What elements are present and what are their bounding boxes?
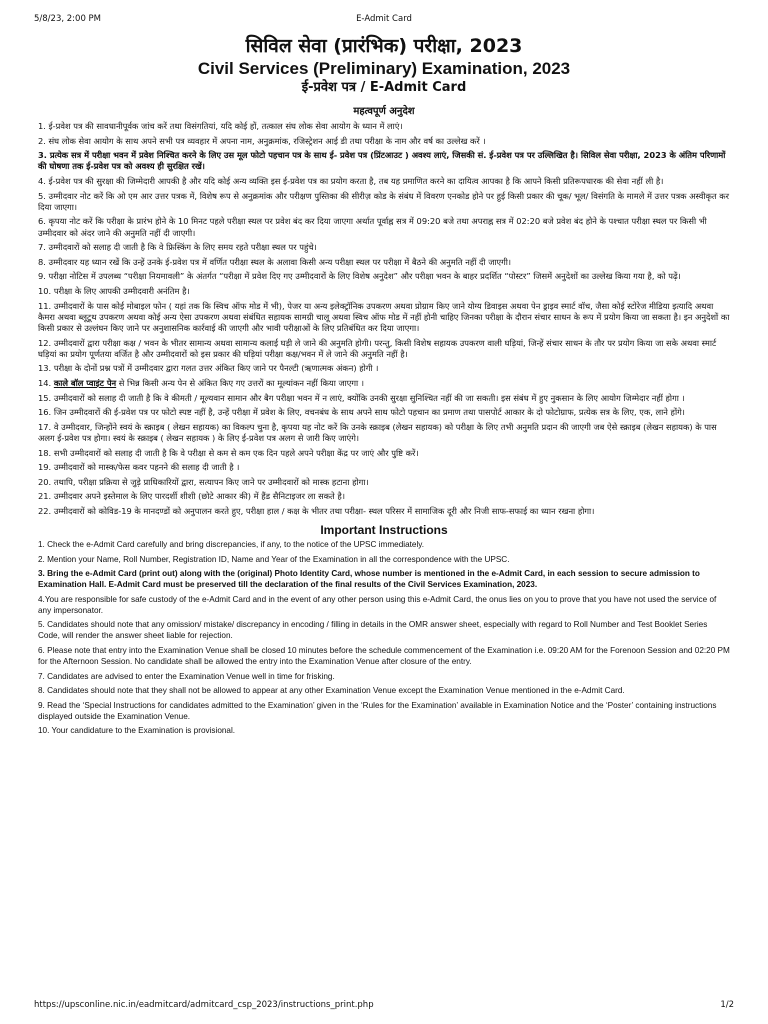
list-item: 10. परीक्षा के लिए आपकी उम्मीदवारी अनंतिम है। [38,285,190,296]
print-url: https://upsconline.nic.in/eadmitcard/admitcard_csp_2023/instructions_print.php [34,1000,374,1010]
english-instructions-heading: Important Instructions [320,523,448,538]
hindi-instructions-heading: महत्वपूर्ण अनुदेश [353,106,415,117]
item-14-underlined: काले बॉल प्वाइंट पेन [53,377,117,388]
list-item: 4.You are responsible for safe custody of the e-Admit Card and in the event of any other person using this e-Admit Card, the onus lies on you to prove that you have not used the service of any impersonator. [38,594,717,615]
list-item-14 [38,378,730,389]
list-item: 11. उम्मीदवारों के पास कोई मोबाइल फोन ( यहां तक कि स्विच ऑफ मोड में भी), पेजर या अन्य इलेक्ट्रॉनिक उपकरण अथवा प्रोग्राम किए जाने योग्य डिवाइस अथवा पेन ड्राइव स्मार्ट वॉच, जैसा कोई स्टोरेज मीडिया इत्यादि अथवा कैमरा अथवा ब्लूटूथ उपकरण अथवा कोई अन्य ऐसा उपकरण अथवा संबंधित सहायक सामग्री चालू अथवा स्विच ऑफ मोड में नहीं होनी चाहिए जिनका परीक्षा के दौरान संचार साधन के रूप में प्रयोग किया जा सकता है। इन अनुदेशों का किसी प्रकार से उल्लंघन किए जाने पर अनुशासनिक कार्रवाई की जाएगी और भावी परीक्षाओं के लिए प्रतिबंधित कर दिया जाएगा। [38,300,730,333]
list-item: 8. Candidates should note that they shall not be allowed to appear at any other Examination Venue except the Examination Venue mentioned in the e-Admit Card. [38,686,625,696]
list-item: 9. परीक्षा नोटिस में उपलब्ध “परीक्षा नियमावली” के अंतर्गत “परीक्षा में प्रवेश दिए गए उम्मीदवारों के लिए विशेष अनुदेश” और परीक्षा भवन के बाहर प्रदर्शित “पोस्टर” जिसमें अनुदेशों का उल्लेख किया गया है, को पढ़ें। [38,271,681,282]
admit-card-title: ई-प्रवेश पत्र / E-Admit Card [301,80,467,95]
print-doc-title: E-Admit Card [356,14,412,24]
list-item: 1. ई-प्रवेश पत्र की सावधानीपूर्वक जांच करें तथा विसंगतियां, यदि कोई हों, तत्काल संघ लोक सेवा आयोग के ध्यान में लाएं। [38,121,403,131]
list-item: 7. उम्मीदवारों को सलाह दी जाती है कि वे फ्रिस्किंग के लिए समय रहते परीक्षा स्थल पर पहुंचे। [38,242,317,253]
list-item: 3. Bring the e-Admit Card (print out) along with the (original) Photo Identity Card, whose number is mentioned in the e-Admit Card, in each session to secure admission to Examination Hall. E-Admit Card must be preserved till the declaration of the final results of the Civil Services Examination, 2023. [38,569,700,590]
list-item: 20. तथापि, परीक्षा प्रक्रिया से जुड़े प्राधिकारियों द्वारा, सत्यापन किए जाने पर उम्मीदवारों को मास्क हटाना होगा। [38,476,369,487]
list-item: 6. Please note that entry into the Examination Venue shall be closed 10 minutes before the schedule commencement of the Examination i.e. 09:20 AM for the Forenoon Session and 02:20 PM for the Afternoon Session. No candidate shall be allowed the entry into the Examination Venue after closure of the entry. [38,646,730,667]
list-item: 10. Your candidature to the Examination is provisional. [38,726,236,736]
english-instructions-list [38,539,730,736]
list-item: 3. प्रत्येक सत्र में परीक्षा भवन में प्रवेश निश्चित करने के लिए उस मूल फोटो पहचान पत्र के साथ ई- प्रवेश पत्र (प्रिंटआउट ) अवश्य लाएं, जिसकी सं. ई-प्रवेश पत्र पर उल्लिखित है। सिविल सेवा परीक्षा, 2023 के अंतिम परिणामों की घोषणा तक ई-प्रवेश पत्र को अवश्य ही सुरक्षित रखें। [38,150,726,172]
list-item: 2. संघ लोक सेवा आयोग के साथ अपने सभी पत्र व्यवहार में अपना नाम, अनुक्रमांक, रजिस्ट्रेशन आई डी तथा परीक्षा के नाम और वर्ष का उल्लेख करें । [38,135,486,146]
list-item: 9. Read the ‘Special Instructions for candidates admitted to the Examination’ given in the ‘Rules for the Examination’ available in Examination Notice and the ‘Poster’ containing instructions displayed outside the Examination Venue. [38,700,717,721]
list-item: 21. उम्मीदवार अपने इस्तेमाल के लिए पारदर्शी शीशी (छोटे आकार की) में हैंड सैनिटाइजर ला सकते है। [38,491,345,502]
list-item: 19. उम्मीदवारों को मास्क/फेस कवर पहनने की सलाह दी जाती है । [38,462,240,473]
exam-title-hindi: सिविल सेवा (प्रारंभिक) परीक्षा, 2023 [245,35,523,57]
list-item: 12. उम्मीदवारों द्वारा परीक्षा कक्ष / भवन के भीतर सामान्य अथवा सामान्य कलाई घड़ी ले जाने की अनुमति होगी। परन्तु, किसी विशेष सहायक उपकरण वाली घड़ियां, जिन्हें संचार साधन के तौर पर प्रयोग किया जा सके अथवा स्मार्ट घड़ियां का प्रयोग पूर्णतया वर्जित है और उम्मीदवारों को इस प्रकार की घड़ियां परीक्षा कक्ष/भवन में ले जाने की अनुमति नहीं है। [38,337,717,359]
list-item: 2. Mention your Name, Roll Number, Registration ID, Name and Year of the Examination in all the correspondence with the UPSC. [38,554,510,564]
list-item: 1. Check the e-Admit Card carefully and bring discrepancies, if any, to the notice of the UPSC immediately. [38,540,425,550]
item-14-text: से भिन्न किसी अन्य पेन से अंकित किए गए उत्तरों का मूल्यांकन नहीं किया जाएगा । [118,377,364,388]
list-item: 8. उम्मीदवार यह ध्यान रखें कि उन्हें उनके ई-प्रवेश पत्र में वर्णित परीक्षा स्थल के अलावा किसी अन्य परीक्षा स्थल पर परीक्षा में बैठने की अनुमति नहीं दी जाएगी। [38,256,512,267]
list-item: 22. उम्मीदवारों को कोविड-19 के मानदण्डों को अनुपालन करते हुए, परीक्षा हाल / कक्ष के भीतर तथा परीक्षा- स्थल परिसर में सामाजिक दूरी और निजी साफ-सफाई का ध्यान रखना होगा। [38,505,595,516]
list-item: 16. जिन उम्मीदवारों की ई-प्रवेश पत्र पर फोटो स्पष्ट नहीं है, उन्हें परीक्षा में प्रवेश के लिए, वचनबंध के साथ अपने साथ फोटो पहचान का प्रमाण तथा पासपोर्ट आकार के दो फोटोग्राफ, प्रत्येक सत्र के लिए, एक, लाने होंगे। [38,407,685,418]
list-item: 5. Candidates should note that any omission/ mistake/ discrepancy in encoding / filling in details in the OMR answer sheet, especially with regard to Roll Number and Test Booklet Series Code, will render the answer sheet liable for rejection. [38,620,708,641]
print-datetime: 5/8/23, 2:00 PM [34,14,102,24]
list-item: 18. सभी उम्मीदवारों को सलाह दी जाती है कि वे परीक्षा से कम से कम एक दिन पहले अपने परीक्षा केंद्र पर जाएं और पुष्टि करें। [38,447,419,458]
item-14-number: 14. [38,377,52,388]
list-item: 15. उम्मीदवारों को सलाह दी जाती है कि वे कीमती / मूल्यवान सामान और बैग परीक्षा भवन में न लाएं, क्योंकि उनकी सुरक्षा सुनिश्चित नहीं की जा सकती। इस संबंध में हुए नुकसान के लिए आयोग जिम्मेदार नहीं होगा । [38,392,685,403]
list-item: 5. उम्मीदवार नोट करें कि ओ एम आर उत्तर पत्रक में, विशेष रूप से अनुक्रमांक और परीक्षण पुस्तिका की सीरीज़ कोड के संबंध में विवरण एनकोड होने पर हुई किसी प्रकार की चूक/ भूल/ विसंगति के मामले में उत्तर पत्रक अस्वीकृत कर दिया जाएगा। [38,190,729,212]
list-item: 6. कृपया नोट करें कि परीक्षा के प्रारंभ होने के 10 मिनट पहले परीक्षा स्थल पर प्रवेश बंद कर दिया जाएगा अर्थात पूर्वाह्न सत्र में 09:20 बजे तथा अपराह्न सत्र में 02:20 बजे प्रवेश बंद होने के पश्चात परीक्षा स्थल पर किसी भी उम्मीदवार को अंदर जाने की अनुमति नहीं दी जाएगी। [38,216,707,238]
admit-card-instructions [38,34,730,740]
hindi-instructions-list [38,121,730,517]
list-item: 17. वे उम्मीदवार, जिन्होंने स्वयं के स्क्राइब ( लेखन सहायक) का विकल्प चुना है, कृपया यह नोट करें कि उनके स्क्राइब (लेखन सहायक) को परीक्षा के लिए तभी अनुमति प्रदान की जाएगी जब ऐसे स्क्राइब (लेखन सहायक) के पास अलग ई-प्रवेश पत्र होगा। स्वयं के स्क्राइब ( लेखन सहायक ) के लिए ई-प्रवेश पत्र अलग से जारी किए जाएंगे। [38,421,717,443]
print-header [34,14,734,24]
page-number: 1/2 [720,1000,734,1010]
list-item: 13. परीक्षा के दोनों प्रश्न पत्रों में उम्मीदवार द्वारा गलत उत्तर अंकित किए जाने पर पैनल्टी (ऋणात्मक अंकन) होगी । [38,363,379,374]
print-footer [34,1000,734,1010]
exam-title-english: Civil Services (Preliminary) Examination, 2023 [197,59,571,78]
list-item: 4. ई-प्रवेश पत्र की सुरक्षा की जिम्मेदारी आपकी है और यदि कोई अन्य व्यक्ति इस ई-प्रवेश पत्र का प्रयोग करता है, तब यह प्रमाणित करने का दायित्व आपका है कि आपने किसी प्रतिरूपधारक की सेवा नहीं ली है। [38,175,664,186]
list-item: 7. Candidates are advised to enter the Examination Venue well in time for frisking. [38,671,335,681]
